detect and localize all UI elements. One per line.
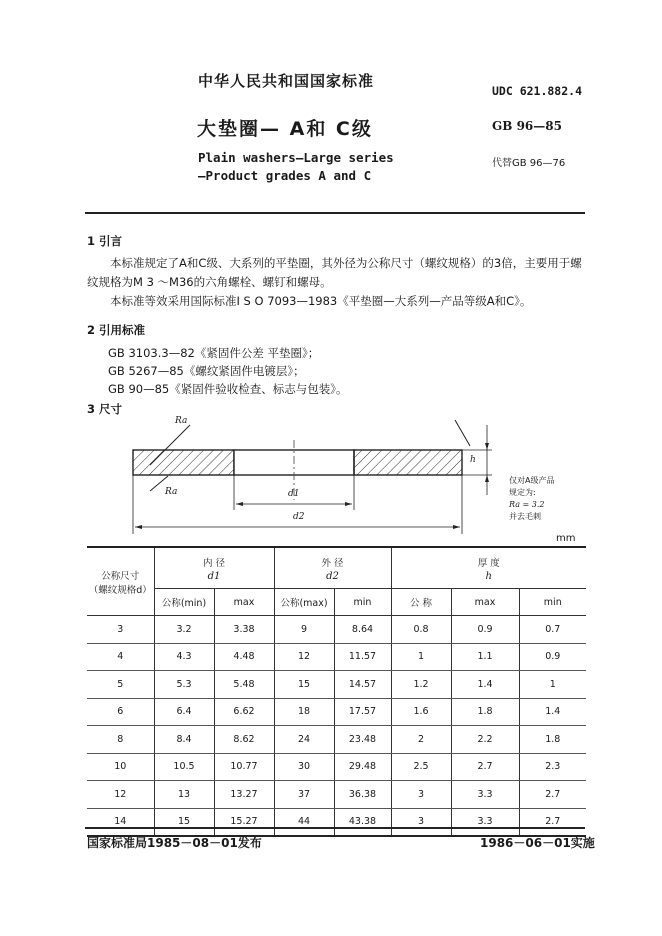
table-cell: 0.7 (519, 616, 586, 644)
subheader-cell: 公称(max) (274, 589, 334, 616)
table-header-row (87, 547, 586, 589)
table-row (87, 616, 586, 644)
english-title-line2: —Product grades A and C (198, 168, 372, 183)
table-cell: 14.57 (334, 671, 391, 699)
table-cell: 1.2 (391, 671, 451, 699)
table-cell: 0.8 (391, 616, 451, 644)
table-row (87, 726, 586, 754)
table-cell: 3 (391, 808, 451, 836)
table-cell: 15 (154, 808, 214, 836)
table-cell: 37 (274, 781, 334, 809)
table-cell: 15 (274, 671, 334, 699)
table-cell: 3 (87, 616, 154, 644)
table-cell: 12 (87, 781, 154, 809)
table-cell: 36.38 (334, 781, 391, 809)
col-header-thickness (391, 547, 586, 589)
table-cell: 1.6 (391, 698, 451, 726)
table-cell: 44 (274, 808, 334, 836)
table-cell: 17.57 (334, 698, 391, 726)
col-header-inner-label: 内 径 (202, 557, 226, 569)
effective-date: 1986－06－01实施 (480, 836, 595, 850)
issuing-organization: 中华人民共和国国家标准 (198, 72, 375, 90)
subheader-cell: max (451, 589, 519, 616)
section-3-title: 3 尺寸 (87, 402, 123, 416)
table-row (87, 698, 586, 726)
table-row (87, 671, 586, 699)
replaces-note: 代替GB 96—76 (492, 158, 566, 169)
table-cell: 5.3 (154, 671, 214, 699)
table-cell: 1.4 (451, 671, 519, 699)
roughness-note-line4: 并去毛刺 (509, 512, 541, 521)
table-row (87, 808, 586, 836)
h-label: h (470, 455, 476, 465)
col-header-outer-symbol: d2 (326, 570, 339, 582)
footer-divider (85, 827, 585, 829)
table-cell: 0.9 (451, 616, 519, 644)
reference-3: GB 90—85《紧固件验收检查、标志与包装》。 (108, 382, 348, 396)
table-cell: 2.2 (451, 726, 519, 754)
table-cell: 2.3 (519, 753, 586, 781)
roughness-note-line1: 仅对A级产品 (509, 476, 555, 485)
table-row (87, 781, 586, 809)
table-cell: 0.9 (519, 643, 586, 671)
table-cell: 1.4 (519, 698, 586, 726)
table-cell: 4.48 (214, 643, 274, 671)
col-header-thickness-label: 厚 度 (477, 557, 500, 569)
d1-label: d1 (288, 489, 300, 499)
table-row (87, 753, 586, 781)
table-cell: 1.1 (451, 643, 519, 671)
table-cell: 1.8 (451, 698, 519, 726)
roughness-note-line2: 规定为: (509, 488, 536, 497)
table-cell: 13.27 (214, 781, 274, 809)
table-cell: 10.77 (214, 753, 274, 781)
udc-number: UDC 621.882.4 (492, 84, 583, 98)
table-cell: 3.2 (154, 616, 214, 644)
table-cell: 2.7 (451, 753, 519, 781)
table-cell: 8 (87, 726, 154, 754)
roughness-note (509, 475, 554, 523)
table-cell: 10 (87, 753, 154, 781)
table-cell: 18 (274, 698, 334, 726)
washer-section-left (133, 450, 234, 475)
subheader-cell: 公 称 (391, 589, 451, 616)
table-cell: 1 (391, 643, 451, 671)
col-header-nominal-line2: （螺纹规格d） (88, 584, 152, 596)
table-cell: 1 (519, 671, 586, 699)
table-body (87, 616, 586, 837)
table-cell: 29.48 (334, 753, 391, 781)
subheader-cell: min (519, 589, 586, 616)
section-1-para1-line1: 本标准规定了A和C级、大系列的平垫圈，其外径为公称尺寸（螺纹规格）的3倍，主要用于螺 (110, 256, 582, 270)
table-cell: 5 (87, 671, 154, 699)
table-cell: 3.3 (451, 808, 519, 836)
table-cell: 3.38 (214, 616, 274, 644)
section-1-para2: 本标准等效采用国际标准I S O 7093—1983《平垫圈—大系列—产品等级A和C》。 (110, 294, 532, 308)
table-cell: 23.48 (334, 726, 391, 754)
table-cell: 2.5 (391, 753, 451, 781)
col-header-outer-diameter (274, 547, 391, 589)
table-row (87, 643, 586, 671)
table-cell: 2 (391, 726, 451, 754)
table-cell: 5.48 (214, 671, 274, 699)
table-cell: 8.4 (154, 726, 214, 754)
page-title: 大垫圈— A和 C级 (197, 118, 373, 140)
subheader-cell: max (214, 589, 274, 616)
table-cell: 9 (274, 616, 334, 644)
table-cell: 4 (87, 643, 154, 671)
section-2-title: 2 引用标准 (87, 323, 146, 337)
table-cell: 14 (87, 808, 154, 836)
col-header-inner-symbol: d1 (207, 570, 221, 582)
table-cell: 43.38 (334, 808, 391, 836)
table-cell: 8.64 (334, 616, 391, 644)
table-cell: 6.4 (154, 698, 214, 726)
table-cell: 13 (154, 781, 214, 809)
table-cell: 1.8 (519, 726, 586, 754)
subheader-cell: 公称(min) (154, 589, 214, 616)
reference-1: GB 3103.3—82《紧固件公差 平垫圈》； (108, 346, 320, 360)
roughness-leader-right (455, 420, 470, 446)
d2-label: d2 (293, 512, 305, 522)
section-1-para1-line2: 纹规格为M 3 ～M36的六角螺栓、螺钉和螺母。 (87, 275, 332, 289)
table-cell: 3.3 (451, 781, 519, 809)
washer-section-right (354, 450, 462, 475)
roughness-label-bottom: Ra (165, 487, 178, 497)
table-cell: 2.7 (519, 781, 586, 809)
roughness-note-line3: Ra = 3.2 (509, 500, 545, 509)
table-cell: 6 (87, 698, 154, 726)
subheader-cell: min (334, 589, 391, 616)
unit-label: mm (556, 533, 576, 544)
english-title-line1: Plain washers—Large series (198, 150, 394, 165)
table-cell: 10.5 (154, 753, 214, 781)
table-subheader-row (87, 589, 586, 616)
col-header-thickness-symbol: h (485, 570, 492, 582)
table-cell: 3 (391, 781, 451, 809)
table-cell: 4.3 (154, 643, 214, 671)
roughness-label-top: Ra (175, 416, 188, 426)
section-1-title: 1 引言 (87, 234, 123, 248)
dimension-table (87, 546, 586, 837)
table-cell: 6.62 (214, 698, 274, 726)
col-header-inner-diameter (154, 547, 274, 589)
table-cell: 11.57 (334, 643, 391, 671)
issue-date: 国家标准局1985－08－01发布 (87, 836, 262, 850)
table-cell: 24 (274, 726, 334, 754)
table-cell: 8.62 (214, 726, 274, 754)
table-cell: 30 (274, 753, 334, 781)
table-cell: 2.7 (519, 808, 586, 836)
col-header-nominal (87, 547, 154, 616)
col-header-outer-label: 外 径 (321, 557, 344, 569)
table-cell: 15.27 (214, 808, 274, 836)
col-header-nominal-line1: 公称尺寸 (101, 570, 140, 582)
reference-2: GB 5267—85《螺纹紧固件电镀层》； (108, 364, 305, 378)
standard-number: GB 96—85 (492, 119, 562, 133)
table-cell: 12 (274, 643, 334, 671)
